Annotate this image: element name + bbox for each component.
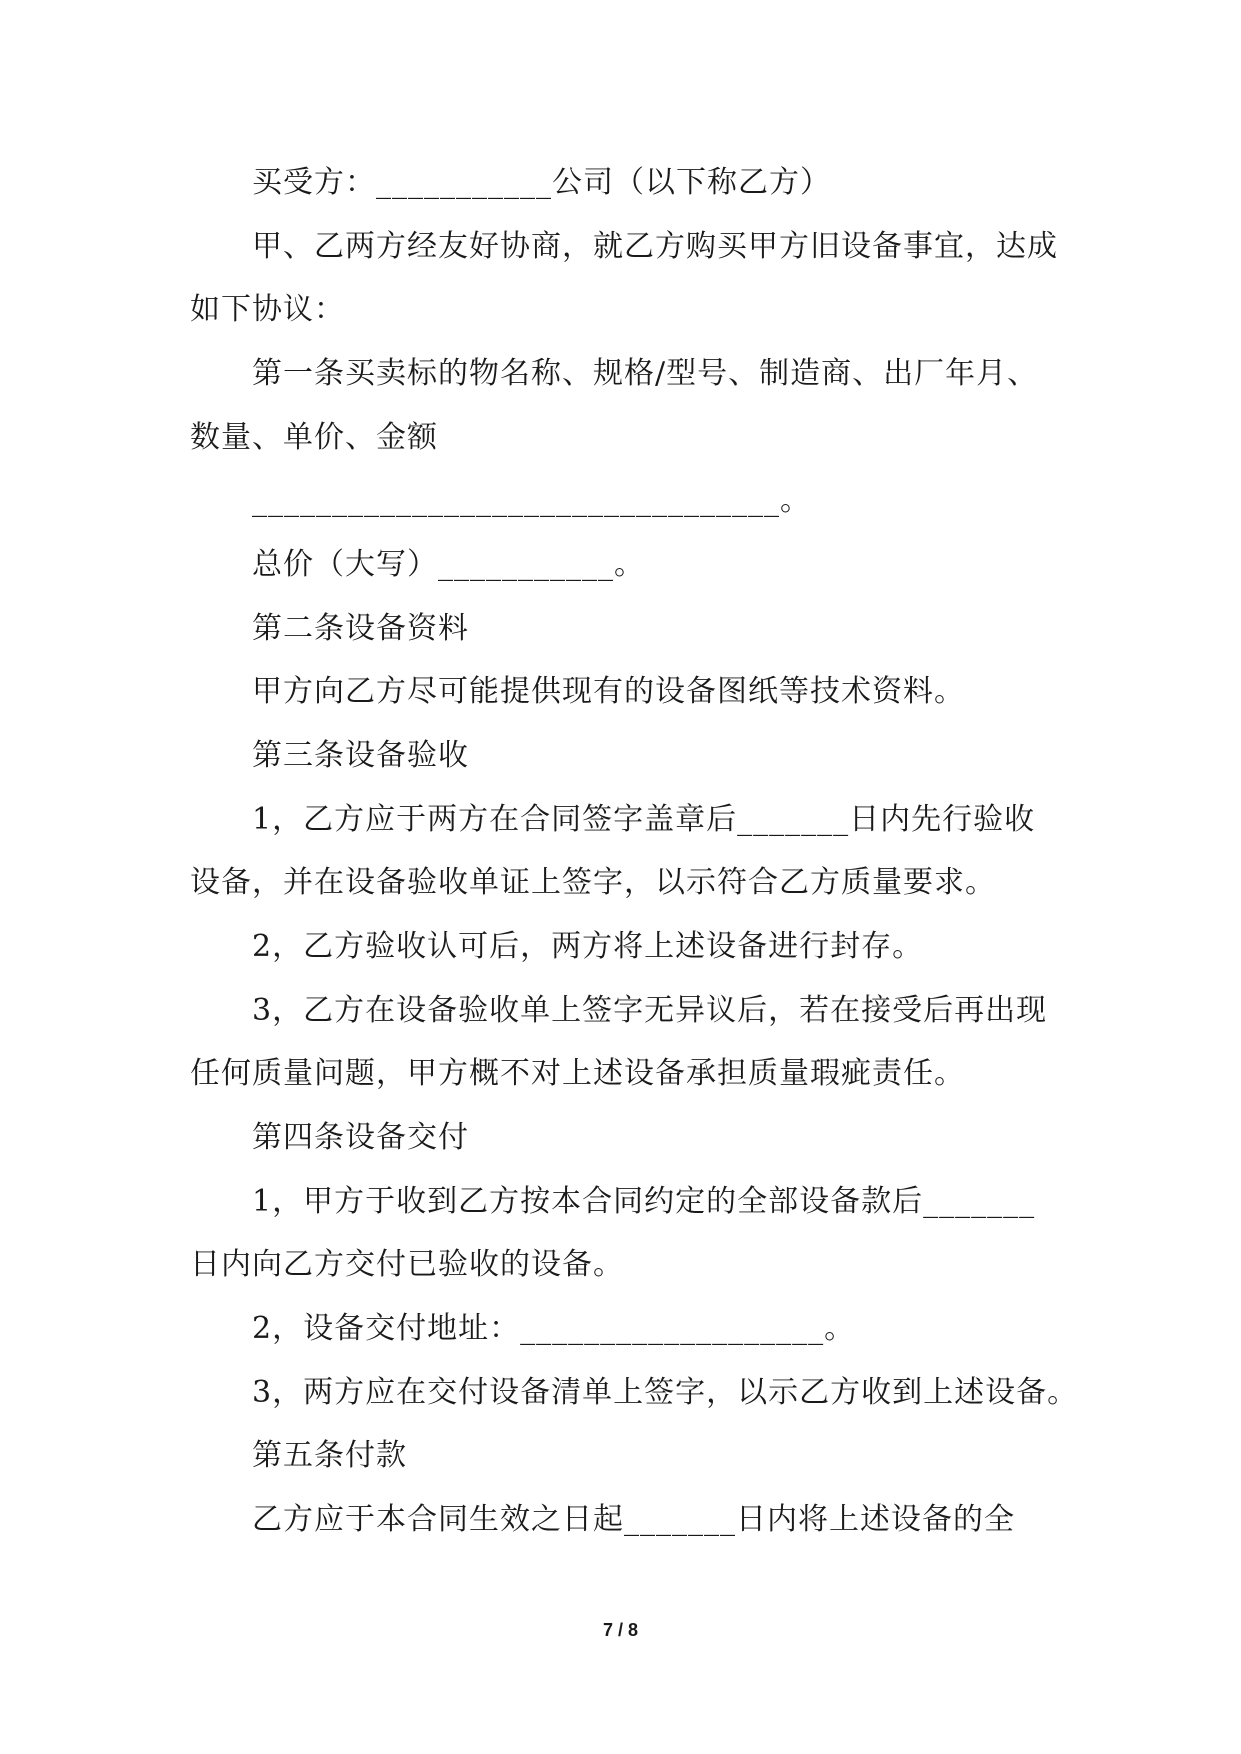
preamble-line-1: 甲、乙两方经友好协商，就乙方购买甲方旧设备事宜，达成 <box>252 229 1058 264</box>
page-number: 7 / 8 <box>602 1620 639 1640</box>
buyer-line: 买受方：___________公司（以下称乙方） <box>252 165 831 200</box>
article-3-item-2: 2，乙方验收认可后，两方将上述设备进行封存。 <box>252 929 924 964</box>
article-4-item-1-line-2: 日内向乙方交付已验收的设备。 <box>190 1247 624 1282</box>
article-1-blank-line: _________________________________。 <box>252 483 811 518</box>
article-1-heading-line-1: 第一条买卖标的物名称、规格/型号、制造商、出厂年月、 <box>252 356 1039 391</box>
article-5-text-line-1: 乙方应于本合同生效之日起_______日内将上述设备的全 <box>252 1502 1015 1537</box>
preamble-line-2: 如下协议： <box>190 292 345 327</box>
article-2-heading: 第二条设备资料 <box>252 611 469 646</box>
article-5-heading: 第五条付款 <box>252 1438 407 1473</box>
article-3-item-3-line-1: 3，乙方在设备验收单上签字无异议后，若在接受后再出现 <box>252 993 1048 1028</box>
article-3-item-1-line-2: 设备，并在设备验收单证上签字，以示符合乙方质量要求。 <box>190 865 996 900</box>
article-4-item-2: 2，设备交付地址：___________________。 <box>252 1311 856 1346</box>
article-4-item-1-line-1: 1，甲方于收到乙方按本合同约定的全部设备款后_______ <box>252 1184 1036 1219</box>
article-4-item-3: 3，两方应在交付设备清单上签字，以示乙方收到上述设备。 <box>252 1375 1079 1410</box>
article-3-heading: 第三条设备验收 <box>252 738 469 773</box>
article-4-heading: 第四条设备交付 <box>252 1120 469 1155</box>
article-3-item-3-line-2: 任何质量问题，甲方概不对上述设备承担质量瑕疵责任。 <box>190 1056 965 1091</box>
article-1-heading-line-2: 数量、单价、金额 <box>190 420 438 455</box>
article-3-item-1-line-1: 1，乙方应于两方在合同签字盖章后_______日内先行验收 <box>252 802 1036 837</box>
article-2-text: 甲方向乙方尽可能提供现有的设备图纸等技术资料。 <box>252 674 965 709</box>
total-price-line: 总价（大写）___________。 <box>252 547 645 582</box>
